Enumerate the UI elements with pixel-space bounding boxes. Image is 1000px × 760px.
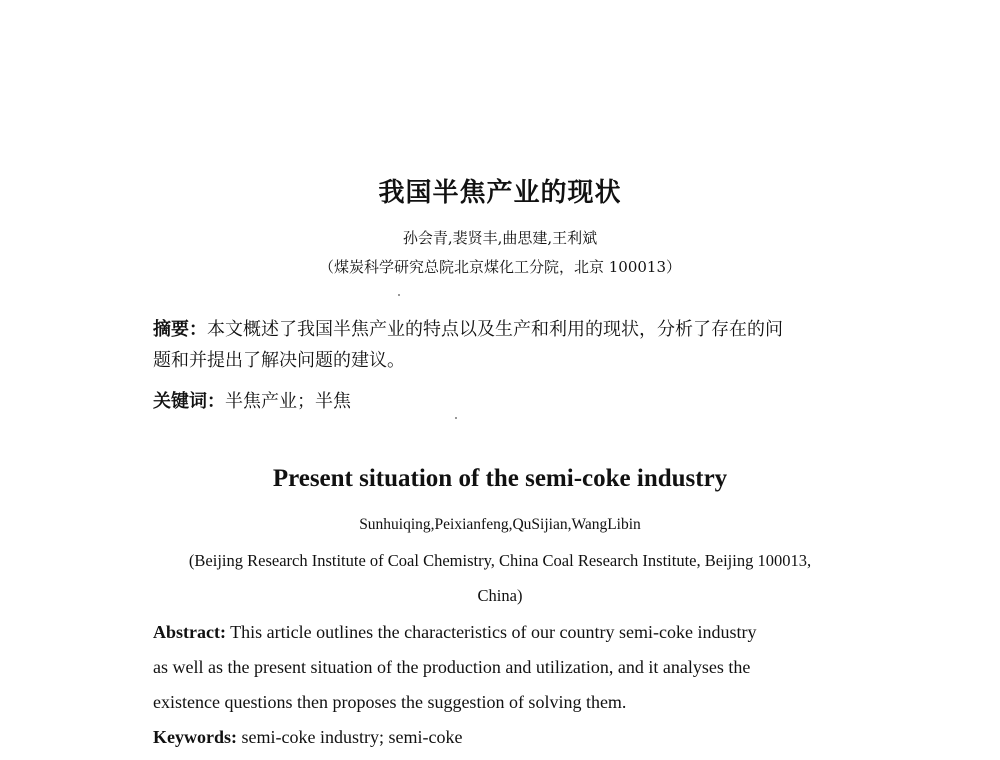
cn-abstract-text-2: 题和并提出了解决问题的建议。: [153, 350, 405, 371]
cn-abstract-line: [153, 314, 873, 345]
en-keywords-label: Keywords:: [153, 727, 237, 747]
cn-keywords-text: 半焦产业；半焦: [225, 391, 351, 412]
en-abstract: [153, 615, 853, 720]
en-affiliation-line-1: (Beijing Research Institute of Coal Chemistry, China Coal Research Institute, Beijing 100013,: [188, 551, 812, 570]
en-abstract-line: [153, 615, 853, 650]
en-affiliation-line-2: China): [477, 586, 523, 605]
cn-abstract-text-1: 本文概述了我国半焦产业的特点以及生产和利用的现状，分析了存在的问: [207, 319, 783, 340]
cn-authors: 孙会青,裴贤丰,曲思建,王利斌: [402, 229, 598, 247]
en-abstract-text-2: as well as the present situation of the production and utilization, and it analyses the: [153, 657, 751, 677]
cn-abstract-label: 摘要：: [153, 319, 207, 340]
cn-title: 我国半焦产业的现状: [378, 178, 622, 208]
scan-speck: [455, 417, 457, 419]
scan-speck: [398, 294, 400, 296]
cn-keywords-label: 关键词：: [153, 391, 225, 412]
en-keywords: [153, 720, 853, 755]
en-abstract-text-1: This article outlines the characteristics of our country semi-coke industry: [225, 622, 757, 642]
en-abstract-text-3: existence questions then proposes the suggestion of solving them.: [153, 692, 627, 712]
en-title: Present situation of the semi-coke industry: [272, 465, 728, 492]
en-keywords-text: semi-coke industry; semi-coke: [237, 727, 463, 747]
en-authors: Sunhuiqing,Peixianfeng,QuSijian,WangLibin: [359, 516, 641, 533]
cn-keywords: [153, 386, 873, 417]
cn-affiliation: （煤炭科学研究总院北京煤化工分院，北京 100013）: [318, 258, 682, 276]
cn-abstract: [153, 314, 873, 376]
en-abstract-label: Abstract:: [153, 622, 226, 642]
